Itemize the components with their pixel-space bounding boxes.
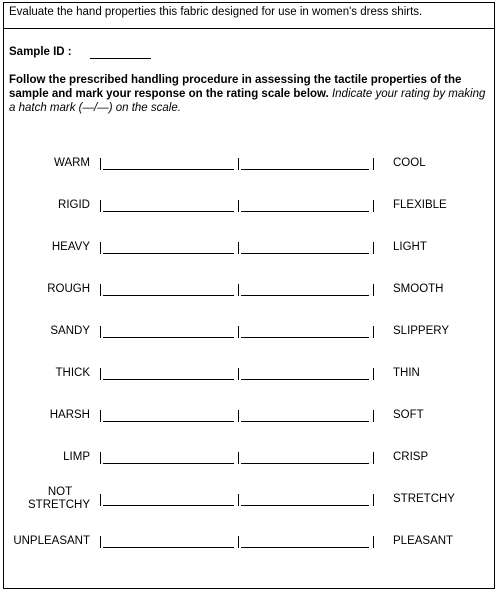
scale-left-label: LIMP [63,451,90,463]
scale-tick [373,452,374,464]
scale-row [4,237,496,267]
scale-line[interactable] [241,253,369,254]
scale-row [4,321,496,351]
scale-tick [100,242,101,254]
scale-line[interactable] [241,379,369,380]
scale-tick [238,494,239,506]
scale-tick [100,200,101,212]
scale-line[interactable] [103,505,234,506]
scale-line[interactable] [103,169,234,170]
scale-tick [373,494,374,506]
scale-tick [100,158,101,170]
scale-right-label: COOL [393,157,426,169]
scale-left-label: SANDY [50,325,90,337]
scale-tick [373,242,374,254]
scale-tick [238,284,239,296]
scale-line[interactable] [241,547,369,548]
hatch-mark-symbol: —/— [82,102,109,114]
scale-line[interactable] [103,253,234,254]
scale-line[interactable] [241,169,369,170]
procedure-bold: Follow the prescribed handling procedure in assessing the tactile properties of the sample and mark your response on the rating scale below. [9,74,462,100]
scale-line[interactable] [103,211,234,212]
scale-line[interactable] [241,505,369,506]
scale-row [4,363,496,393]
scale-tick [100,284,101,296]
scale-row [4,486,496,519]
scale-right-label: LIGHT [393,241,427,253]
scale-left-label: ROUGH [47,283,90,295]
scale-tick [100,452,101,464]
scale-right-label: SOFT [393,409,424,421]
evaluation-form [3,2,495,589]
scale-line[interactable] [103,463,234,464]
scale-row [4,531,496,561]
scale-tick [373,536,374,548]
scale-row [4,405,496,435]
scale-line[interactable] [241,463,369,464]
scale-tick [373,368,374,380]
scale-left-label: THICK [55,367,90,379]
scale-tick [100,494,101,506]
scale-row [4,153,496,183]
scale-tick [100,410,101,422]
scale-right-label: FLEXIBLE [393,199,447,211]
sample-id-label: Sample ID : [9,46,72,58]
scale-tick [373,284,374,296]
sample-id-field[interactable] [90,58,151,59]
scale-right-label: STRETCHY [393,493,455,505]
instruction-text: Evaluate the hand properties this fabric designed for use in women's dress shirts. [9,6,423,18]
scale-tick [238,158,239,170]
scale-row [4,279,496,309]
scale-right-label: CRISP [393,451,429,463]
procedure-italic-1: Indicate your rating by making a hatch mark ( [9,88,486,114]
scale-right-label: SMOOTH [393,283,444,295]
procedure-text [9,73,489,115]
procedure-italic-2: ) on the scale. [108,102,181,114]
scale-left-label: UNPLEASANT [13,535,90,547]
scale-right-label: THIN [393,367,420,379]
scale-left-label: NOT STRETCHY [28,486,90,511]
scale-tick [238,368,239,380]
scale-line[interactable] [103,421,234,422]
scale-line[interactable] [103,295,234,296]
scale-tick [373,200,374,212]
scale-line[interactable] [241,211,369,212]
scale-tick [373,410,374,422]
scale-line[interactable] [103,379,234,380]
scale-line[interactable] [103,337,234,338]
scale-tick [238,326,239,338]
scale-tick [373,326,374,338]
scale-line[interactable] [241,421,369,422]
scale-line[interactable] [241,295,369,296]
scale-tick [238,200,239,212]
scale-tick [238,536,239,548]
scale-right-label: SLIPPERY [393,325,450,337]
scale-row [4,195,496,225]
scale-tick [373,158,374,170]
scale-left-label: HEAVY [51,241,90,253]
scale-tick [100,368,101,380]
scale-line[interactable] [103,547,234,548]
scale-tick [100,326,101,338]
scale-line[interactable] [241,337,369,338]
scale-tick [238,242,239,254]
scale-right-label: PLEASANT [393,535,454,547]
scale-left-label: RIGID [58,199,90,211]
scale-tick [238,410,239,422]
scale-tick [238,452,239,464]
scale-row [4,447,496,477]
scale-left-label: WARM [54,157,90,169]
scale-left-label: HARSH [49,409,90,421]
header-divider [4,28,494,29]
scale-tick [100,536,101,548]
